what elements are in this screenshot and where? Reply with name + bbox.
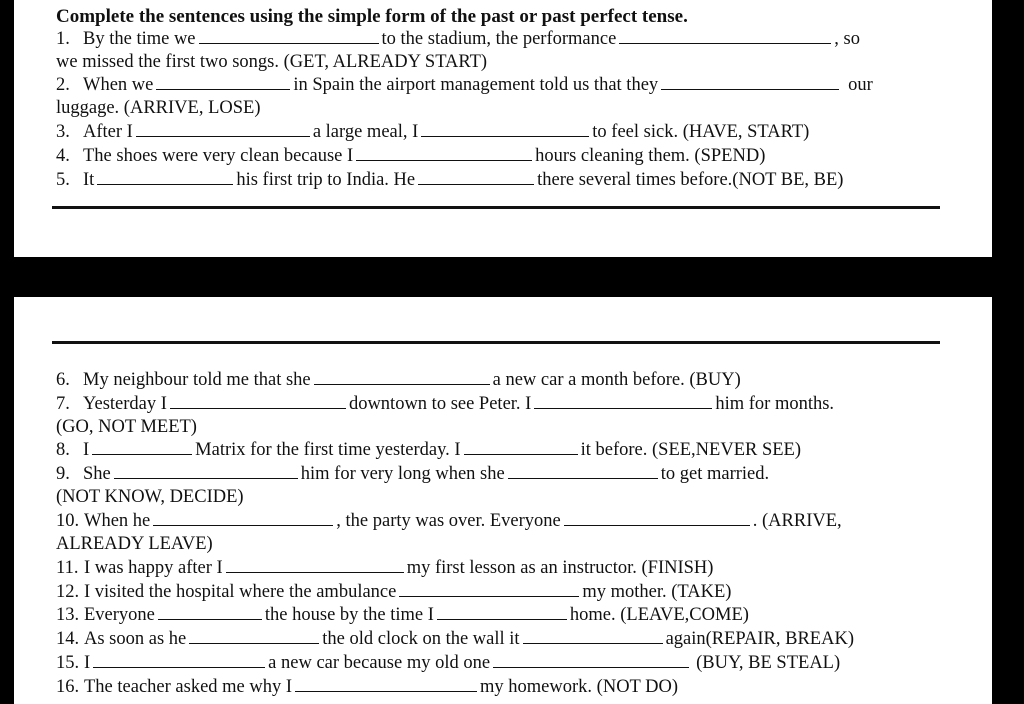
answer-blank[interactable] <box>464 439 578 455</box>
exercise-item-5: 5. It his first trip to India. He there several times before.(NOT BE, BE) <box>56 170 844 190</box>
worksheet-page-top <box>14 0 992 257</box>
section-divider <box>52 341 940 344</box>
answer-blank[interactable] <box>564 510 750 526</box>
exercise-item-2: 2. When we in Spain the airport management told us that they our <box>56 75 873 95</box>
exercise-item-10-cont: ALREADY LEAVE) <box>56 534 213 554</box>
exercise-item-7: 7. Yesterday I downtown to see Peter. I him for months. <box>56 394 835 414</box>
exercise-item-14: 14. As soon as he the old clock on the wall it again(REPAIR, BREAK) <box>56 629 854 649</box>
answer-blank[interactable] <box>356 145 532 161</box>
answer-blank[interactable] <box>493 652 689 668</box>
exercise-item-13: 13. Everyone the house by the time I home. (LEAVE,COME) <box>56 605 749 625</box>
exercise-item-3: 3. After I a large meal, I to feel sick. (HAVE, START) <box>56 122 810 142</box>
exercise-item-15: 15. I a new car because my old one (BUY, BE STEAL) <box>56 653 841 673</box>
answer-blank[interactable] <box>314 369 490 385</box>
exercise-item-8: 8. I Matrix for the first time yesterday. I it before. (SEE,NEVER SEE) <box>56 440 802 460</box>
answer-blank[interactable] <box>523 628 663 644</box>
exercise-item-9-cont: (NOT KNOW, DECIDE) <box>56 487 244 507</box>
answer-blank[interactable] <box>170 393 346 409</box>
worksheet-title: Complete the sentences using the simple form of the past or past perfect tense. <box>56 6 688 27</box>
section-divider <box>52 206 940 209</box>
answer-blank[interactable] <box>399 581 579 597</box>
exercise-item-2-cont: luggage. (ARRIVE, LOSE) <box>56 98 261 118</box>
answer-blank[interactable] <box>114 463 298 479</box>
answer-blank[interactable] <box>199 28 379 44</box>
answer-blank[interactable] <box>661 74 839 90</box>
worksheet-page-bottom <box>14 297 992 704</box>
exercise-item-11: 11. I was happy after I my first lesson as an instructor. (FINISH) <box>56 558 714 578</box>
exercise-item-12: 12. I visited the hospital where the ambulance my mother. (TAKE) <box>56 582 732 602</box>
answer-blank[interactable] <box>156 74 290 90</box>
exercise-item-1-cont: we missed the first two songs. (GET, ALREADY START) <box>56 52 488 72</box>
answer-blank[interactable] <box>421 121 589 137</box>
answer-blank[interactable] <box>619 28 831 44</box>
answer-blank[interactable] <box>418 169 534 185</box>
answer-blank[interactable] <box>534 393 712 409</box>
answer-blank[interactable] <box>437 604 567 620</box>
answer-blank[interactable] <box>93 652 265 668</box>
exercise-item-7-cont: (GO, NOT MEET) <box>56 417 197 437</box>
exercise-item-4: 4. The shoes were very clean because I hours cleaning them. (SPEND) <box>56 146 766 166</box>
answer-blank[interactable] <box>158 604 262 620</box>
answer-blank[interactable] <box>97 169 233 185</box>
answer-blank[interactable] <box>226 557 404 573</box>
answer-blank[interactable] <box>92 439 192 455</box>
answer-blank[interactable] <box>508 463 658 479</box>
exercise-item-9: 9. She him for very long when she to get married. <box>56 464 770 484</box>
answer-blank[interactable] <box>136 121 310 137</box>
answer-blank[interactable] <box>295 676 477 692</box>
exercise-item-1: 1. By the time we to the stadium, the performance , so <box>56 29 860 49</box>
exercise-item-6: 6. My neighbour told me that she a new car a month before. (BUY) <box>56 370 741 390</box>
exercise-item-16: 16. The teacher asked me why I my homework. (NOT DO) <box>56 677 679 697</box>
exercise-item-10: 10. When he , the party was over. Everyone . (ARRIVE, <box>56 511 842 531</box>
answer-blank[interactable] <box>153 510 333 526</box>
answer-blank[interactable] <box>189 628 319 644</box>
